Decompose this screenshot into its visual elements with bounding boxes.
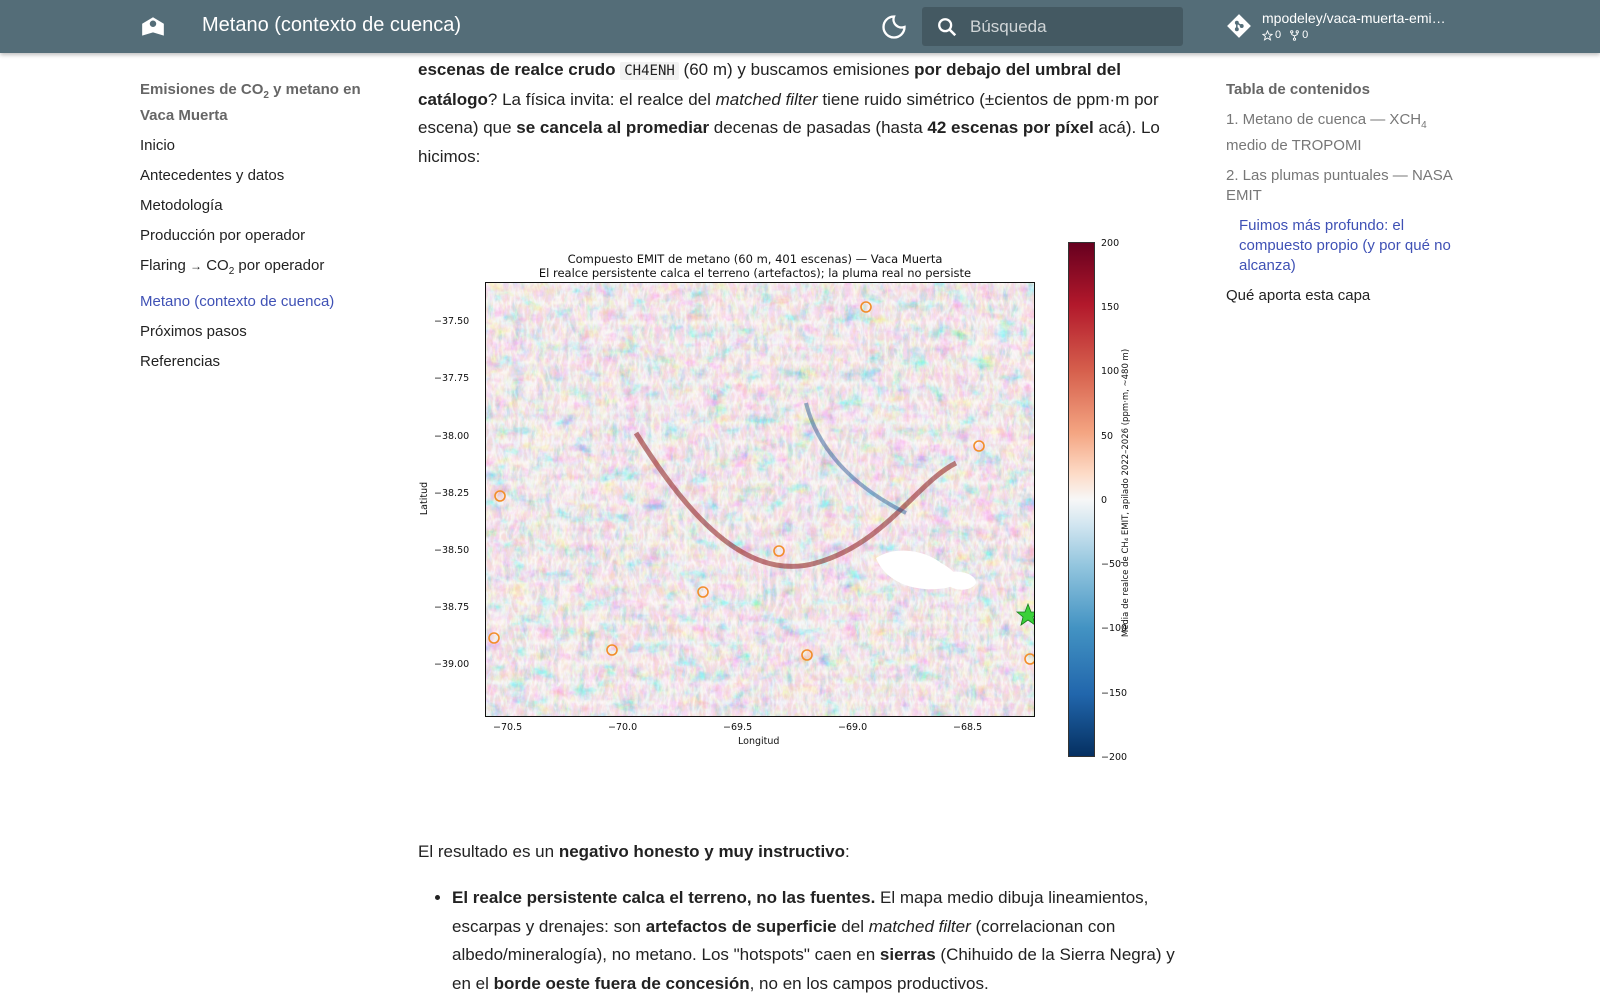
nav-item-proximos[interactable]: Próximos pasos: [140, 323, 247, 340]
y-tick-label: −38.25: [434, 488, 470, 499]
nav-title-subscript: 2: [263, 90, 269, 101]
y-tick-label: −37.50: [434, 316, 470, 327]
x-tick-label: −68.5: [953, 722, 983, 733]
toc-item1-part-b: medio de TROPOMI: [1226, 137, 1362, 154]
intro-italic-1: matched filter: [715, 89, 818, 109]
bullet-bold-4: borde oeste fuera de concesión: [493, 973, 750, 993]
nav-item-metano-active[interactable]: Metano (contexto de cuenca): [140, 293, 335, 310]
search-input[interactable]: [970, 7, 1175, 46]
colorbar-tick: 50: [1101, 431, 1114, 442]
bullet-text-2: del: [836, 916, 869, 936]
site-title: Metano (contexto de cuenca): [202, 14, 462, 36]
nav-item-inicio[interactable]: Inicio: [140, 137, 176, 154]
x-axis-label: Longitud: [738, 736, 780, 747]
intro-bold-1: escenas de realce crudo: [418, 60, 616, 79]
star-icon: [1262, 30, 1273, 41]
colorbar-tick: −150: [1101, 688, 1128, 699]
nav-item-metodologia[interactable]: Metodología: [140, 197, 223, 214]
methane-composite-figure: [420, 238, 1160, 768]
repository-facts: [1262, 29, 1308, 41]
toc-item1-subscript: 4: [1421, 120, 1427, 131]
repository-name: mpodeley/vaca-muerta-emi…: [1262, 10, 1446, 26]
map-raster: [486, 283, 1035, 717]
x-tick-label: −70.5: [493, 722, 523, 733]
intro-code: CH4ENH: [620, 62, 679, 80]
book-logo-icon[interactable]: [140, 14, 166, 40]
figure-title: [480, 252, 1030, 280]
result-bold: negativo honesto y muy instructivo: [558, 842, 846, 861]
intro-text-5: acá). Lo hicimos:: [418, 118, 1160, 166]
colorbar-tick: −100: [1101, 623, 1128, 634]
forks-count: 0: [1302, 29, 1309, 41]
colorbar-tick: 100: [1101, 366, 1120, 377]
git-icon: [1226, 13, 1252, 39]
toc-item-tropomi[interactable]: [1226, 110, 1466, 156]
repository-link[interactable]: [1226, 7, 1466, 47]
list-item: [452, 884, 1178, 998]
nav-flaring-subscript: 2: [228, 266, 235, 277]
nav-item-antecedentes[interactable]: Antecedentes y datos: [140, 167, 285, 184]
figure-title-line-2: El realce persistente calca el terreno (artefactos); la pluma real no persiste: [538, 266, 972, 280]
colorbar-tick: −50: [1101, 559, 1122, 570]
nav-item-referencias[interactable]: Referencias: [140, 353, 221, 370]
colorbar-tick: 0: [1101, 495, 1108, 506]
dark-mode-toggle-icon[interactable]: [880, 13, 908, 41]
figure-title-line-1: Compuesto EMIT de metano (60 m, 401 escenas) — Vaca Muerta: [567, 252, 943, 266]
result-text-1: El resultado es un: [418, 842, 559, 861]
result-paragraph: [418, 838, 1178, 867]
search-icon: [936, 16, 958, 38]
intro-bold-3: se cancela al promediar: [516, 118, 710, 137]
y-tick-label: −38.50: [434, 545, 470, 556]
y-tick-label: −38.00: [434, 431, 470, 442]
intro-bold-4: 42 escenas por píxel: [927, 118, 1094, 137]
intro-text-2: ? La física invita: el realce del: [487, 89, 716, 109]
colorbar-tick: 150: [1101, 302, 1120, 313]
colorbar-tick: −200: [1101, 752, 1128, 763]
search-box[interactable]: [922, 7, 1183, 46]
fork-icon: [1289, 30, 1300, 41]
x-tick-label: −69.5: [723, 722, 753, 733]
intro-paragraph: [418, 56, 1178, 171]
nav-title-part-b: y metano en Vaca Muerta: [140, 81, 361, 124]
intro-text: [418, 56, 1178, 171]
methane-enhancement-map: [485, 282, 1035, 717]
nav-flaring-part-b: CO: [202, 257, 229, 274]
y-tick-label: −38.75: [434, 602, 470, 613]
nav-flaring-part-c: por operador: [234, 257, 325, 274]
nav-title-part-a: Emisiones de CO: [140, 81, 264, 98]
colorbar-label: Media de realce de CH₄ EMIT, apilado 2022–2026 (ppm·m, ~480 m): [1121, 348, 1131, 638]
y-tick-label: −37.75: [434, 373, 470, 384]
intro-text-4: decenas de pasadas (hasta: [709, 118, 928, 137]
y-tick-label: −39.00: [434, 659, 470, 670]
bullet-italic: matched filter: [868, 916, 971, 936]
toc-item1-part-a: 1. Metano de cuenca — XCH: [1226, 111, 1422, 128]
bullet-text-5: , no en los campos productivos.: [749, 973, 989, 993]
primary-navigation: [140, 80, 380, 382]
nav-item-flaring[interactable]: [140, 256, 380, 282]
bullet-bold-1: El realce persistente calca el terreno, no las fuentes.: [452, 888, 876, 907]
intro-text-3: tiene ruido simétrico (±cientos de ppm·m por escena) que: [418, 89, 1159, 137]
bullet-text-3: (correlacionan con albedo/mineralogía), no metano. Los "hotspots" caen en: [452, 916, 1116, 964]
findings-list: [418, 884, 1178, 998]
bullet-text-1: El mapa medio dibuja lineamientos, escarpas y drenajes: son: [452, 888, 1149, 936]
x-tick-label: −70.0: [608, 722, 638, 733]
colorbar-tick: 200: [1101, 238, 1120, 249]
colorbar: [1068, 242, 1095, 757]
toc-item-compuesto[interactable]: Fuimos más profundo: el compuesto propio (y por qué no alcanza): [1239, 217, 1451, 274]
top-header: [0, 0, 1600, 53]
bullet-text-4: (Chihuido de la Sierra Negra) y en el: [452, 945, 1175, 993]
stars-count: 0: [1275, 29, 1282, 41]
nav-site-title[interactable]: [140, 80, 380, 126]
arrow-icon: →: [190, 259, 203, 273]
x-tick-label: −69.0: [838, 722, 868, 733]
intro-bold-2: por debajo del umbral del catálogo: [418, 60, 1121, 109]
bullet-bold-2: artefactos de superficie: [645, 916, 837, 936]
nav-item-produccion[interactable]: Producción por operador: [140, 227, 306, 244]
result-text-2: :: [845, 842, 850, 861]
toc-item-aporta[interactable]: Qué aporta esta capa: [1226, 287, 1371, 304]
toc-item-emit[interactable]: 2. Las plumas puntuales — NASA EMIT: [1226, 167, 1452, 204]
toc-title: Tabla de contenidos: [1226, 81, 1370, 98]
y-axis-label: Latitud: [419, 481, 431, 516]
nav-flaring-part-a: Flaring: [140, 257, 186, 274]
table-of-contents: [1226, 80, 1466, 316]
bullet-bold-3: sierras: [879, 945, 936, 964]
intro-text-1: (60 m) y buscamos emisiones: [678, 60, 915, 79]
